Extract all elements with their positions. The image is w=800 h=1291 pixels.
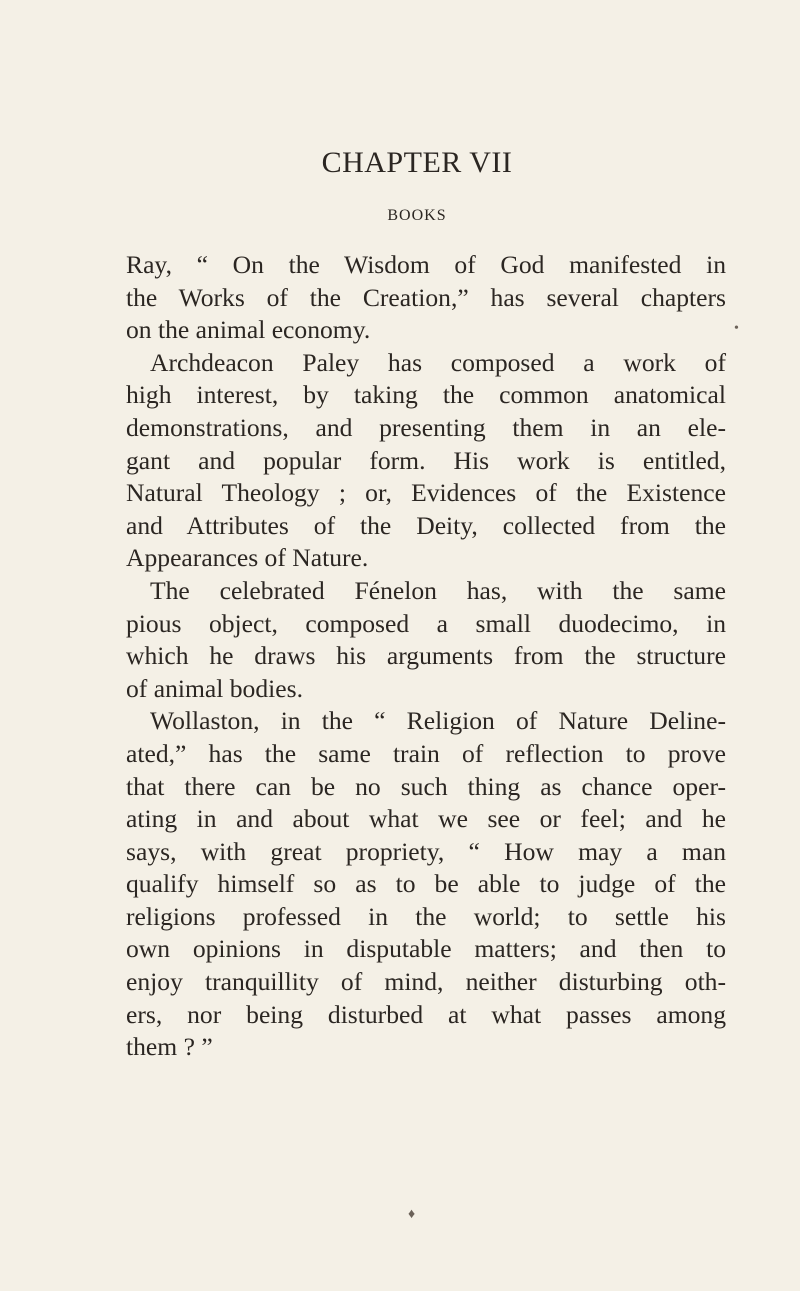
text-line: qualify himself so as to be able to judge of the (126, 869, 726, 899)
text-line: demonstrations, and presenting them in an ele- (126, 412, 726, 442)
text-line: says, with great propriety, “ How may a man (126, 836, 726, 866)
text-line: own opinions in disputable matters; and then to (126, 934, 726, 964)
text-line: on the animal economy. (126, 315, 371, 345)
footer-mark: ♦ (408, 1207, 416, 1222)
text-line: high interest, by taking the common anatomical (126, 380, 726, 410)
text-line: ers, nor being disturbed at what passes among (126, 999, 726, 1029)
chapter-heading: CHAPTER VII (321, 146, 513, 179)
text-line: gant and popular form. His work is entitled, (126, 445, 726, 475)
text-line: Archdeacon Paley has composed a work of (150, 347, 726, 377)
text-line: The celebrated Fénelon has, with the same (150, 575, 726, 605)
text-line: and Attributes of the Deity, collected from the (126, 510, 726, 540)
text-line: ated,” has the same train of reflection to prove (126, 738, 726, 768)
text-line: that there can be no such thing as chance oper- (126, 771, 726, 801)
text-line: which he draws his arguments from the structure (126, 641, 726, 671)
text-line: Appearances of Nature. (126, 543, 369, 573)
margin-mark: • (734, 321, 739, 336)
chapter-title: BOOKS (387, 207, 447, 224)
text-line: the Works of the Creation,” has several chapters (126, 282, 726, 312)
text-line: pious object, composed a small duodecimo, in (126, 608, 726, 638)
text-line: of animal bodies. (126, 673, 303, 703)
text-line: Wollaston, in the “ Religion of Nature Deline- (150, 706, 726, 736)
text-line: Ray, “ On the Wisdom of God manifested in (126, 250, 726, 279)
text-line: Natural Theology ; or, Evidences of the Existence (126, 478, 726, 508)
text-line: ating in and about what we see or feel; and he (126, 804, 726, 834)
body-text (126, 249, 726, 1064)
text-line: them ? ” (126, 1032, 213, 1062)
text-line: religions professed in the world; to settle his (126, 901, 726, 931)
text-line: enjoy tranquillity of mind, neither disturbing oth- (126, 967, 726, 997)
